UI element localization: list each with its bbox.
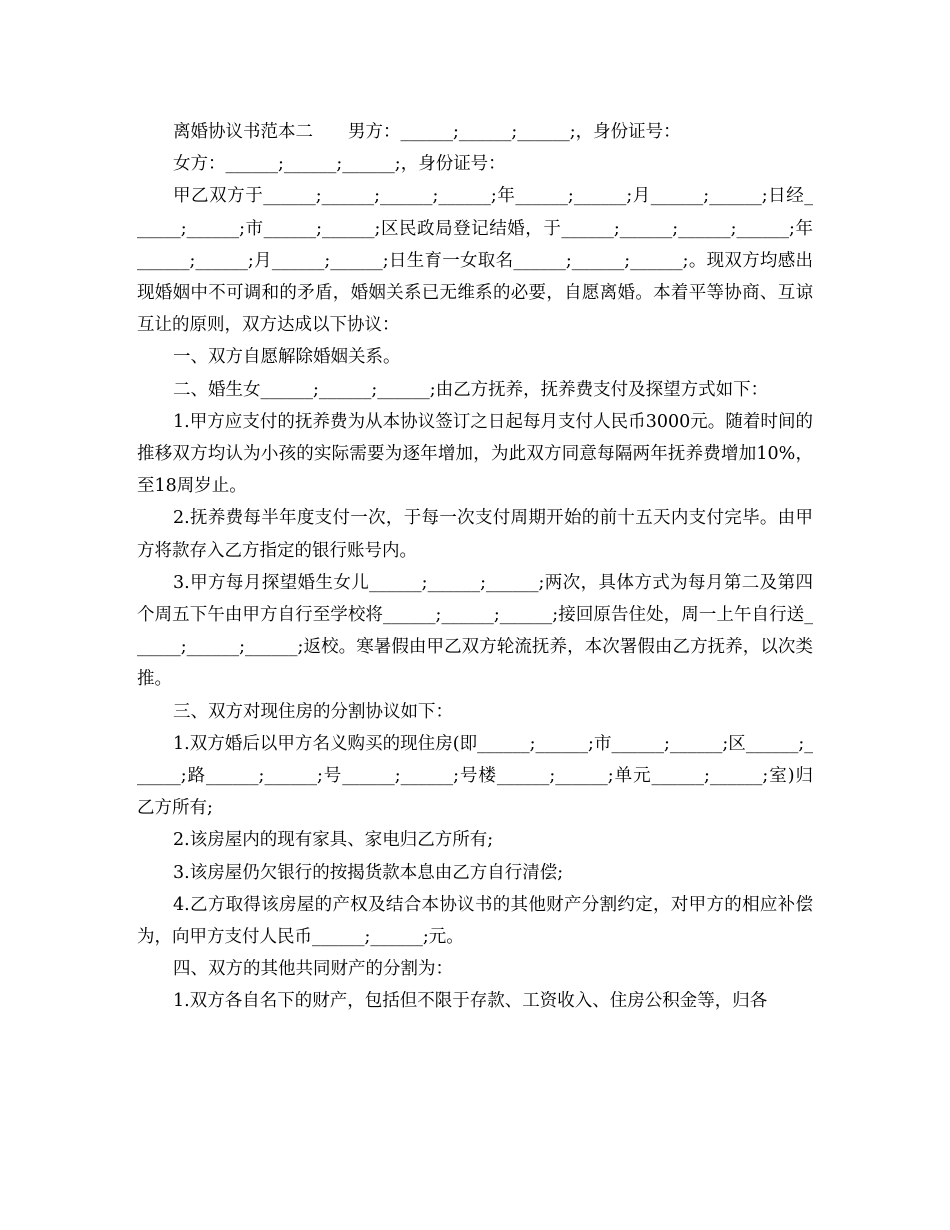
clause-2-item-2: 2.抚养费每半年度支付一次，于每一次支付周期开始的前十五天内支付完毕。由甲方将款存入乙方指定的银行账号内。 [137, 508, 813, 561]
clause-2-item-3: 3.甲方每月探望婚生女儿______;______;______;两次，具体方式为每月第二及第四个周五下午由甲方自行至学校将______;______;______;接回原告住处，周一上午自行送______;______;______;返校。寒暑假由甲乙双方轮流抚养，本次署假由乙方抚养，以次类推。 [137, 572, 813, 690]
clause-2-item-1: 1.甲方应支付的抚养费为从本协议签订之日起每月支付人民币3000元。随着时间的推移双方均认为小孩的实际需要为逐年增加，为此双方同意每隔两年抚养费增加10%，至18周岁止。 [137, 411, 813, 497]
clause-2-heading: 二、婚生女______;______;______;由乙方抚养，抚养费支付及探望方式如下： [173, 379, 769, 400]
clause-4-heading: 四、双方的其他共同财产的分割为： [173, 959, 453, 980]
clause-3-item-4: 4.乙方取得该房屋的产权及结合本协议书的其他财产分割约定，对甲方的相应补偿为，向甲方支付人民币______;______;元。 [137, 894, 813, 948]
marriage-facts-paragraph: 甲乙双方于______;______;______;______;年______;______;月______;______;日经______;______;市______;______;区民政局登记结婚，于______;______;______;______;年______;______;月______;______;日生育一女取名______;______;______;。现双方均感出现婚姻中不可调和的矛盾，婚姻关系已无维系的必要，自愿离婚。本着平等协商、互谅互让的原则，双方达成以下协议： [137, 186, 813, 336]
clause-3-heading: 三、双方对现住房的分割协议如下： [173, 701, 453, 722]
clause-3-item-2: 2.该房屋内的现有家具、家电归乙方所有; [173, 830, 494, 851]
clause-3-item-3: 3.该房屋仍欠银行的按揭货款本息由乙方自行清偿; [173, 862, 564, 883]
wife-info-paragraph: 女方：______;______;______;，身份证号： [173, 154, 506, 175]
clause-1-heading: 一、双方自愿解除婚姻关系。 [173, 347, 401, 368]
title-paragraph: 离婚协议书范本二 男方：______;______;______;，身份证号： [173, 122, 681, 142]
clause-4-item-1: 1.双方各自名下的财产，包括但不限于存款、工资收入、住房公积金等，归各 [173, 991, 768, 1012]
clause-3-item-1: 1.双方婚后以甲方名义购买的现住房(即______;______;市______;______;区______;______;路______;______;号______;______;号楼______;______;单元______;______;室)归乙方所有; [137, 733, 813, 819]
